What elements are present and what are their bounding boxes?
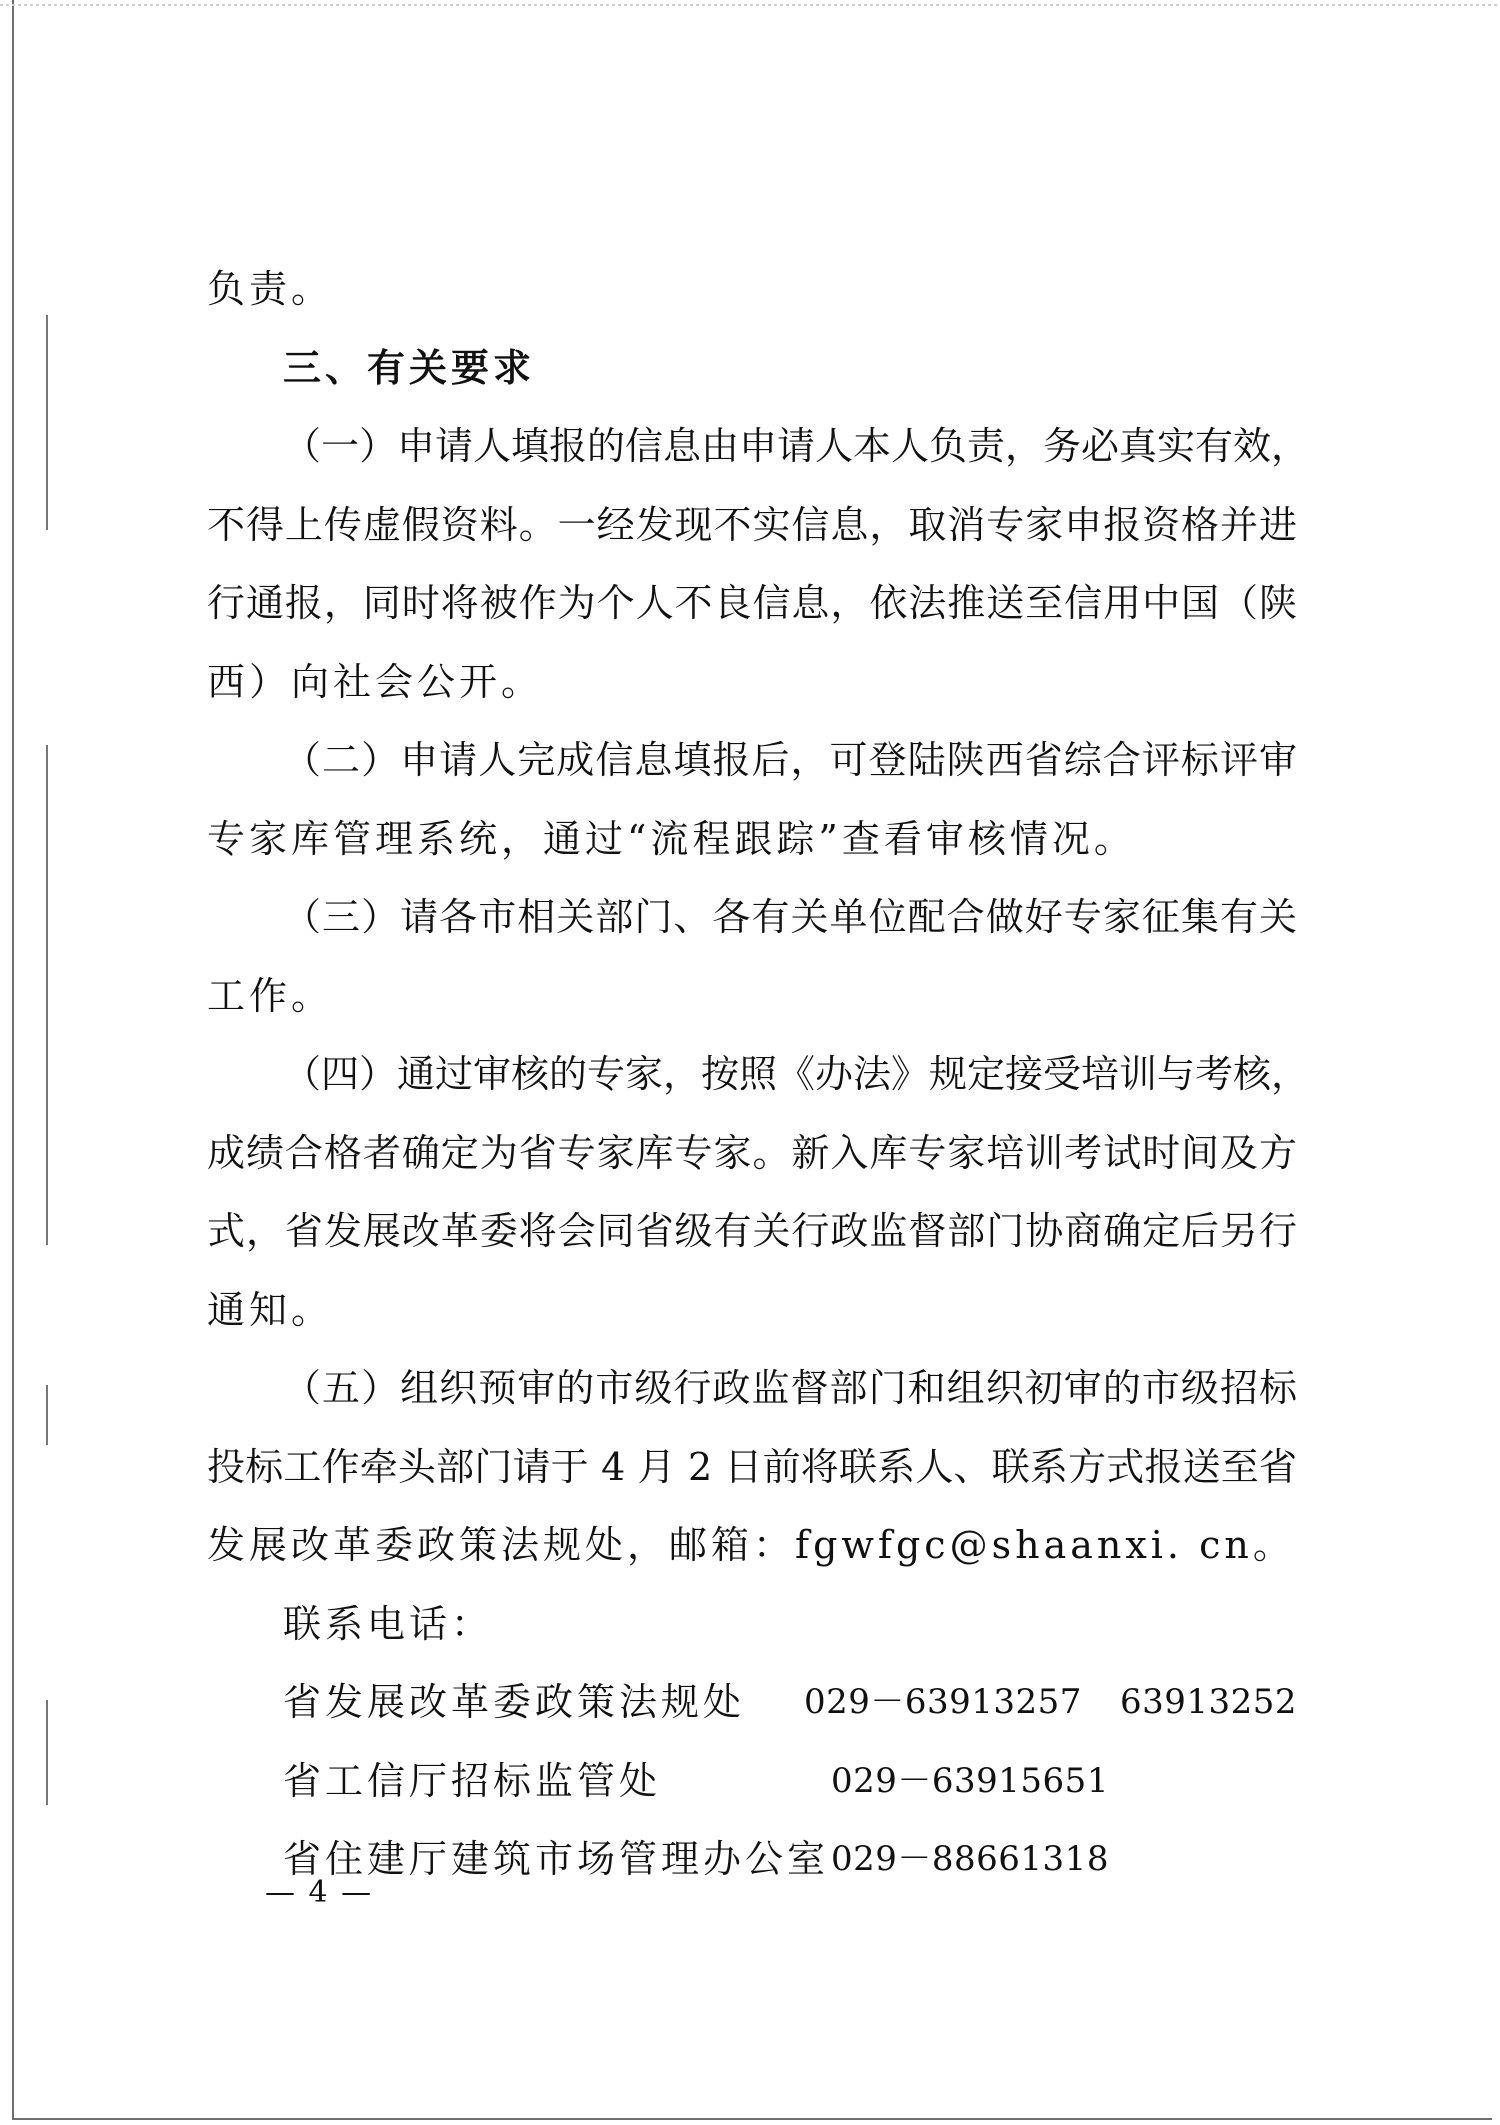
contact-phone: 029－63915651 <box>831 1760 1109 1801</box>
scan-binding-mark <box>46 1700 48 1805</box>
scan-binding-mark <box>46 315 48 530</box>
paragraph-line: 负责。 <box>207 267 334 311</box>
paragraph-line: （二）申请人完成信息填报后，可登陆陕西省综合评标评审 <box>283 738 1297 782</box>
scan-top-edge <box>0 4 1500 6</box>
paragraph-line: （一）申请人填报的信息由申请人本人负责，务必真实有效， <box>283 424 1310 468</box>
contact-office: 省住建厅建筑市场管理办公室 <box>283 1837 830 1881</box>
scan-binding-mark <box>46 745 48 1245</box>
paragraph-line: 不得上传虚假资料。一经发现不实信息，取消专家申报资格并进 <box>207 502 1297 547</box>
paragraph-line: （五）组织预审的市级行政监督部门和组织初审的市级招标 <box>283 1366 1297 1410</box>
contact-phone-alt: 63913252 <box>1119 1682 1297 1722</box>
contact-row <box>207 1742 1297 1821</box>
paragraph-line: 通知。 <box>207 1287 334 1332</box>
paragraph-line: 式，省发展改革委将会同省级有关行政监督部门协商确定后另行 <box>207 1209 1297 1253</box>
paragraph-line: （三）请各市相关部门、各有关单位配合做好专家征集有关 <box>283 895 1297 939</box>
contact-phone: 029－63913257 <box>803 1682 1082 1722</box>
page-number: — 4 — <box>265 1875 374 1910</box>
contact-office: 省工信厅招标监管处 <box>283 1758 662 1803</box>
contact-office: 省发展改革委政策法规处 <box>283 1680 746 1724</box>
scan-binding-mark <box>46 1385 48 1445</box>
paragraph-line: 工作。 <box>207 973 334 1018</box>
paragraph-line-email: 发展改革委政策法规处，邮箱：fgwfgc@shaanxi. cn。 <box>207 1523 1295 1567</box>
paragraph-line: （四）通过审核的专家，按照《办法》规定接受培训与考核， <box>283 1052 1310 1096</box>
paragraph-line: 行通报，同时将被作为个人不良信息，依法推送至信用中国（陕 <box>207 581 1297 625</box>
document-body <box>207 250 1310 1899</box>
section-heading: 三、有关要求 <box>283 345 536 390</box>
paragraph-line: 成绩合格者确定为省专家库专家。新入库专家培训考试时间及方 <box>207 1130 1297 1175</box>
paragraph-line: 投标工作牵头部门请于 4 月 2 日前将联系人、联系方式报送至省 <box>207 1444 1297 1489</box>
paragraph-line: 专家库管理系统，通过“流程跟踪”查看审核情况。 <box>207 816 1136 861</box>
contact-phone: 029－88661318 <box>831 1839 1109 1879</box>
contact-label: 联系电话： <box>283 1601 494 1646</box>
paragraph-line: 西）向社会公开。 <box>207 659 544 704</box>
contact-row <box>207 1663 1297 1742</box>
